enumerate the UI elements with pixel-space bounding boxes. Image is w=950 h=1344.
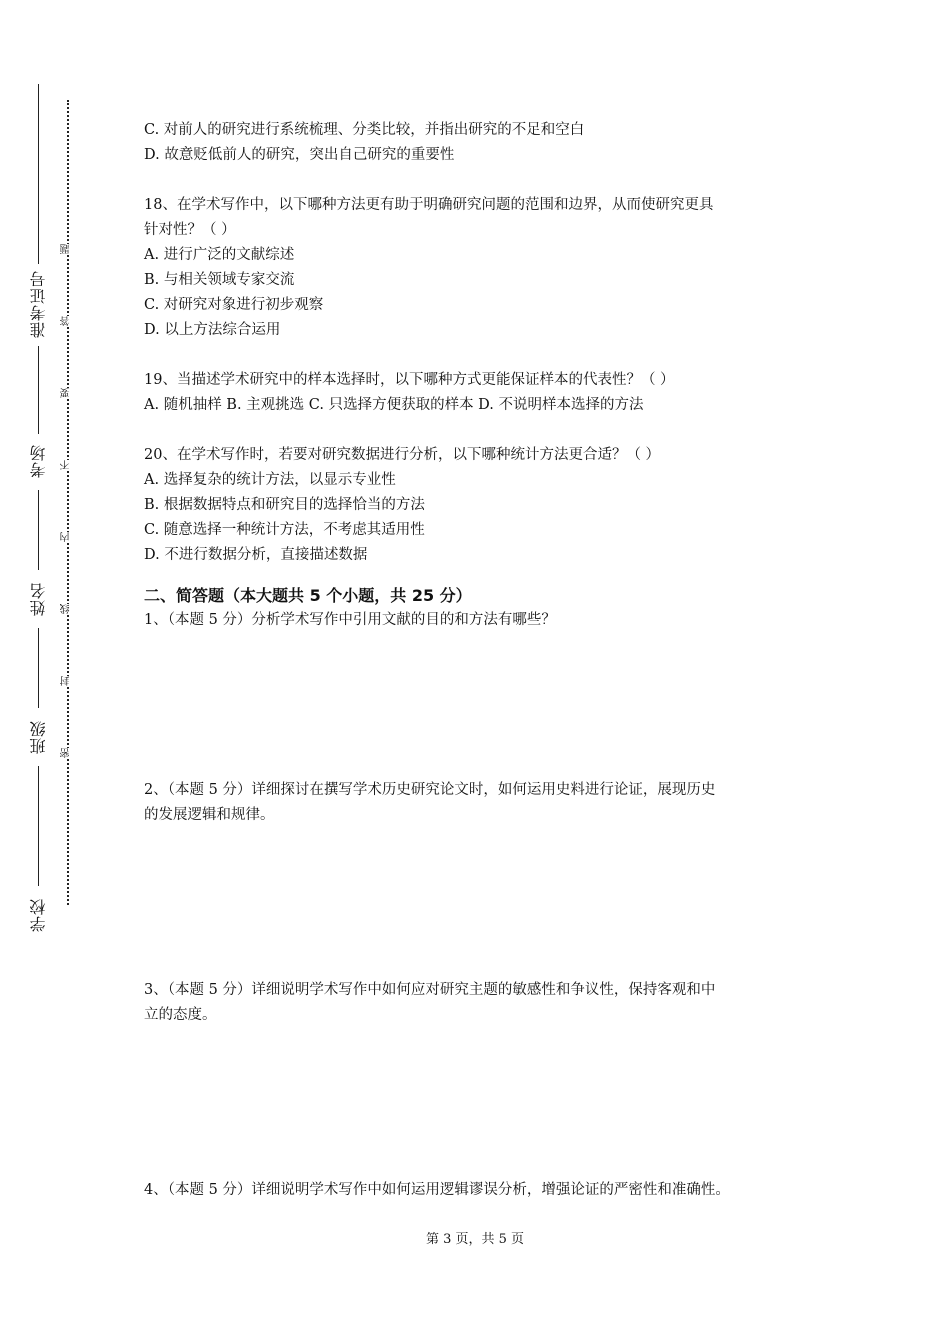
short-answer-1 xyxy=(144,608,824,633)
section-2-title: 二、简答题（本大题共 5 个小题，共 25 分） xyxy=(144,586,472,605)
option-line: D. 以上方法综合运用 xyxy=(144,322,281,338)
name-line xyxy=(38,490,39,570)
answer-space[interactable] xyxy=(144,828,824,978)
answer-space[interactable] xyxy=(144,1028,824,1178)
school-label: 学校 xyxy=(29,898,48,932)
option-line: B. 根据数据特点和研究目的选择恰当的方法 xyxy=(144,497,425,513)
option-line: A. 选择复杂的统计方法，以显示专业性 xyxy=(144,472,396,488)
question-stem: 立的态度。 xyxy=(144,1007,217,1023)
seal-char: 要 xyxy=(61,388,72,398)
seal-char: 答 xyxy=(61,316,72,326)
short-answer-4 xyxy=(144,1178,824,1203)
question-stem: 1、（本题 5 分）分析学术写作中引用文献的目的和方法有哪些？ xyxy=(144,612,556,628)
option-line: A. 进行广泛的文献综述 xyxy=(144,247,295,263)
question-stem: 3、（本题 5 分）详细说明学术写作中如何应对研究主题的敏感性和争议性，保持客观和中 xyxy=(144,982,716,998)
question-20 xyxy=(144,443,824,568)
short-answer-2 xyxy=(144,778,824,828)
class-label: 班级 xyxy=(29,720,48,754)
seal-char: 题 xyxy=(61,244,72,254)
question-stem: 2、（本题 5 分）详细探讨在撰写学术历史研究论文时，如何运用史料进行论证，展现历史 xyxy=(144,782,716,798)
question-stem: 18、在学术写作中，以下哪种方法更有助于明确研究问题的范围和边界，从而使研究更具 xyxy=(144,197,714,213)
class-line xyxy=(38,628,39,708)
binding-margin xyxy=(0,0,90,1344)
option-line: B. 与相关领域专家交流 xyxy=(144,272,295,288)
seal-char: 不 xyxy=(61,460,72,470)
option-line: D. 不进行数据分析，直接描述数据 xyxy=(144,547,368,563)
school-line xyxy=(38,766,39,886)
question-19 xyxy=(144,368,824,418)
question-stem: 针对性？（ ） xyxy=(144,222,236,238)
seal-char: 密 xyxy=(61,748,72,758)
option-line: C. 对前人的研究进行系统梳理、分类比较，并指出研究的不足和空白 xyxy=(144,122,585,138)
exam-id-label: 准考证号 xyxy=(29,270,48,338)
exam-room-line xyxy=(38,346,39,434)
answer-space[interactable] xyxy=(144,633,824,778)
short-answer-3 xyxy=(144,978,824,1028)
question-stem: 19、当描述学术研究中的样本选择时，以下哪种方式更能保证样本的代表性？（ ） xyxy=(144,372,675,388)
option-line: D. 故意贬低前人的研究，突出自己研究的重要性 xyxy=(144,147,455,163)
seal-char: 线 xyxy=(61,604,72,614)
option-line: C. 随意选择一种统计方法，不考虑其适用性 xyxy=(144,522,425,538)
exam-id-line xyxy=(38,84,39,264)
exam-content xyxy=(144,118,824,1203)
exam-room-label: 考场 xyxy=(29,444,48,478)
question-stem: 的发展逻辑和规律。 xyxy=(144,807,275,823)
option-line: C. 对研究对象进行初步观察 xyxy=(144,297,324,313)
option-line: A. 随机抽样 B. 主观挑选 C. 只选择方便获取的样本 D. 不说明样本选择的方法 xyxy=(144,397,644,413)
page-number: 第 3 页，共 5 页 xyxy=(425,1232,525,1247)
question-stem: 4、（本题 5 分）详细说明学术写作中如何运用逻辑谬误分析，增强论证的严密性和准确性。 xyxy=(144,1182,730,1198)
name-label: 姓名 xyxy=(29,582,48,616)
question-stem: 20、在学术写作时，若要对研究数据进行分析，以下哪种统计方法更合适？（ ） xyxy=(144,447,661,463)
seal-char: 封 xyxy=(61,676,72,686)
seal-char: 内 xyxy=(61,532,72,542)
seal-dotted-line xyxy=(67,100,69,905)
question-18 xyxy=(144,193,824,343)
